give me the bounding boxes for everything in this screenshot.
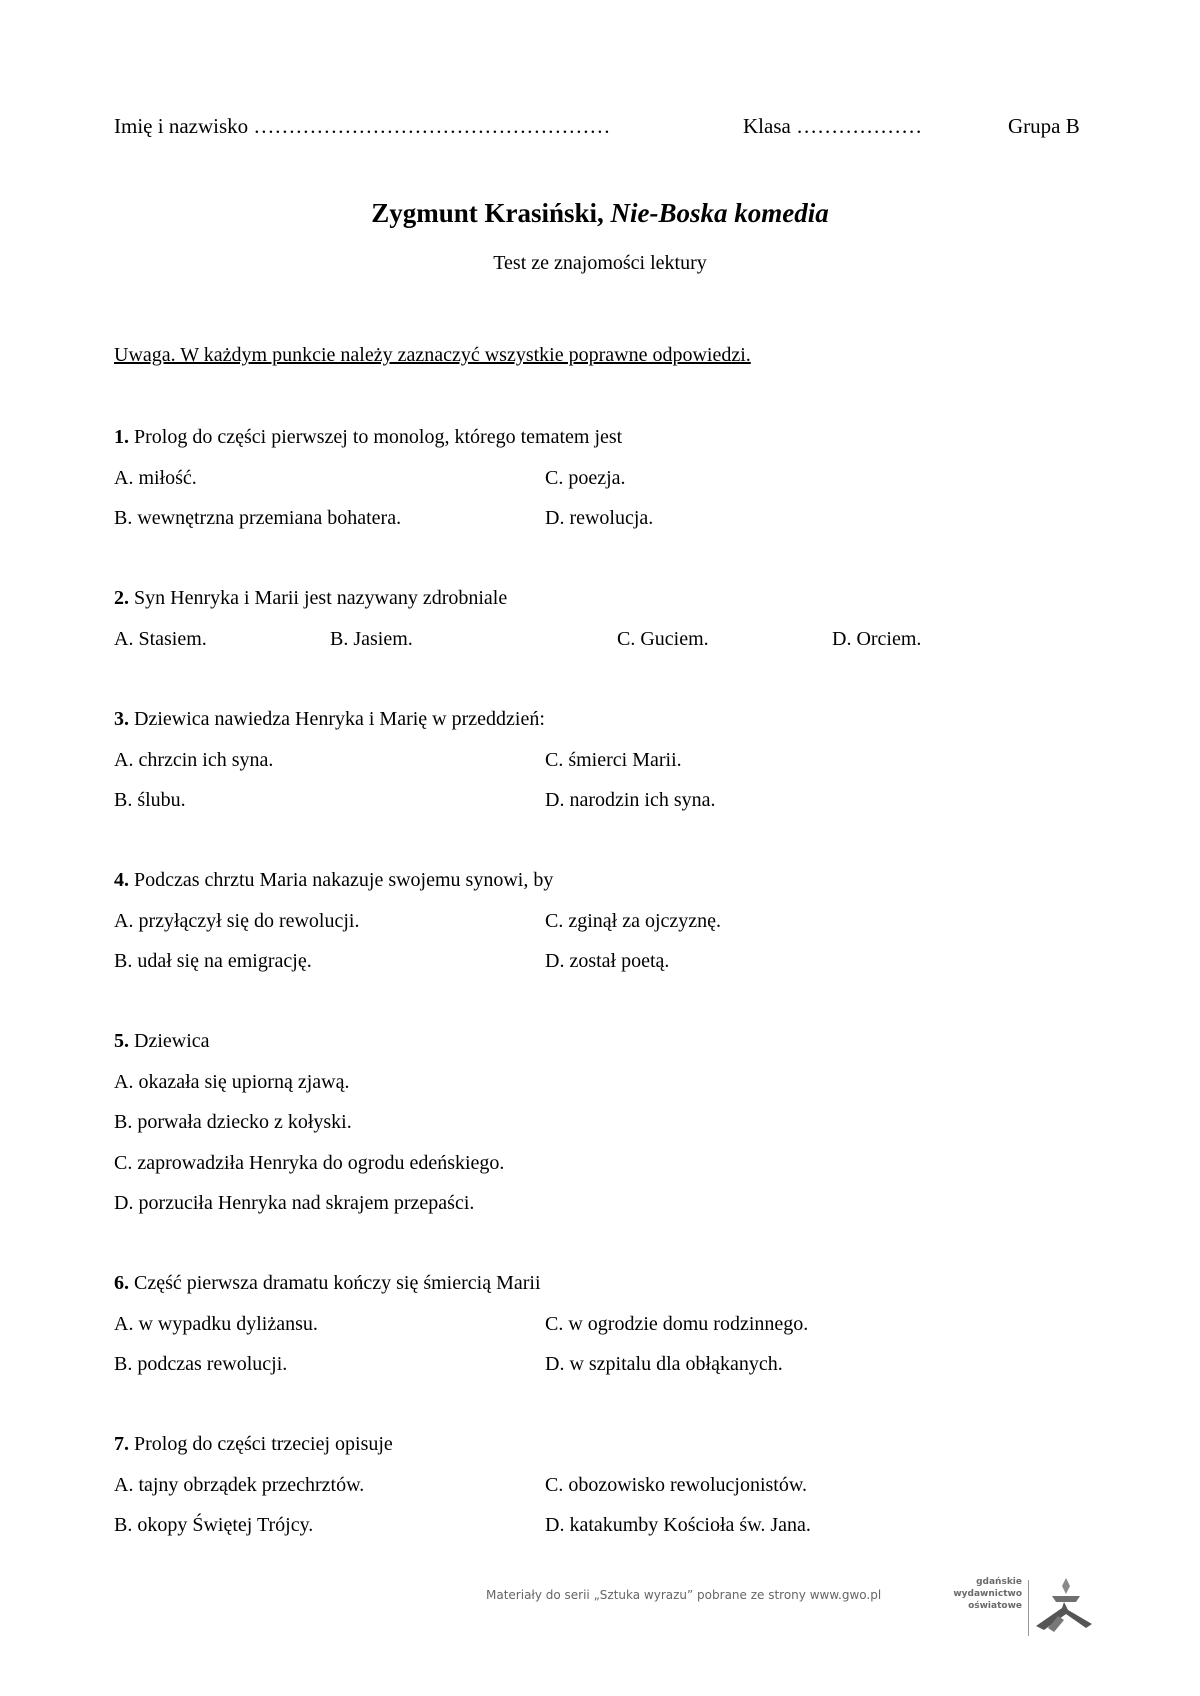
answer-option[interactable]: A. tajny obrządek przechrztów. [114,1474,365,1496]
question-number: 7. [114,1433,129,1455]
answer-option[interactable]: C. poezja. [545,467,626,489]
answer-option[interactable]: C. Guciem. [617,628,709,650]
answer-option[interactable]: C. obozowisko rewolucjonistów. [545,1474,808,1496]
page-title [0,198,1200,229]
answer-option[interactable]: D. katakumby Kościoła św. Jana. [545,1514,811,1536]
answer-option[interactable]: C. w ogrodzie domu rodzinnego. [545,1313,809,1335]
footer-note: Materiały do serii „Sztuka wyrazu” pobrane ze strony www.gwo.pl [486,1588,882,1602]
name-dots: …………………………………………… [253,114,611,138]
answer-option[interactable]: B. porwała dziecko z kołyski. [114,1111,352,1133]
answer-option[interactable]: C. zginął za ojczyznę. [545,910,722,932]
answer-option[interactable]: A. okazała się upiorną zjawą. [114,1071,350,1093]
question-number: 6. [114,1272,129,1294]
question-number: 5. [114,1030,129,1052]
question-3 [114,708,545,731]
publisher-logo [944,1576,1094,1646]
answer-option[interactable]: A. Stasiem. [114,628,207,650]
answer-option[interactable]: D. rewolucja. [545,507,654,529]
question-text: Prolog do części trzeciej opisuje [134,1433,393,1455]
answer-option[interactable]: B. okopy Świętej Trójcy. [114,1514,314,1536]
answer-option[interactable]: C. śmierci Marii. [545,749,682,771]
name-label: Imię i nazwisko [114,114,249,138]
gwo-star-logo-icon [1034,1576,1094,1638]
logo-line: gdańskie [976,1577,1022,1587]
answer-option[interactable]: D. narodzin ich syna. [545,789,716,811]
question-number: 4. [114,869,129,891]
answer-option[interactable]: D. został poetą. [545,950,670,972]
question-4 [114,869,553,892]
answer-option[interactable]: B. Jasiem. [330,628,413,650]
question-text: Dziewica [134,1030,210,1052]
logo-divider [1028,1580,1029,1636]
answer-option[interactable]: B. wewnętrzna przemiana bohatera. [114,507,402,529]
answer-option[interactable]: B. podczas rewolucji. [114,1353,288,1375]
question-text: Podczas chrztu Maria nakazuje swojemu synowi, by [134,869,554,891]
logo-line: oświatowe [968,1601,1022,1611]
title-author: Zygmunt Krasiński, [371,198,604,228]
group-label: Grupa B [1008,114,1080,138]
question-6 [114,1272,541,1295]
answer-option[interactable]: A. w wypadku dyliżansu. [114,1313,318,1335]
page-subtitle: Test ze znajomości lektury [493,252,707,274]
answer-option[interactable]: A. przyłączył się do rewolucji. [114,910,360,932]
question-5 [114,1030,210,1053]
question-number: 3. [114,708,129,730]
class-dots: ……………… [796,114,923,138]
instruction-note: Uwaga. W każdym punkcie należy zaznaczyć wszystkie poprawne odpowiedzi. [114,344,751,366]
question-number: 1. [114,426,129,448]
logo-line: wydawnictwo [953,1589,1022,1599]
answer-option[interactable]: A. chrzcin ich syna. [114,749,274,771]
class-field [743,114,922,139]
answer-option[interactable]: D. porzuciła Henryka nad skrajem przepaści. [114,1192,475,1214]
question-text: Syn Henryka i Marii jest nazywany zdrobniale [134,587,508,609]
question-text: Prolog do części pierwszej to monolog, którego tematem jest [134,426,623,448]
answer-option[interactable]: D. w szpitalu dla obłąkanych. [545,1353,783,1375]
question-text: Dziewica nawiedza Henryka i Marię w przeddzień: [134,708,545,730]
question-2 [114,587,507,610]
title-work: Nie-Boska komedia [610,198,829,228]
question-1 [114,426,622,449]
question-text: Część pierwsza dramatu kończy się śmiercią Marii [134,1272,541,1294]
answer-option[interactable]: B. ślubu. [114,789,186,811]
question-7 [114,1433,393,1456]
answer-option[interactable]: C. zaprowadziła Henryka do ogrodu edeńskiego. [114,1152,505,1174]
answer-option[interactable]: B. udał się na emigrację. [114,950,312,972]
question-number: 2. [114,587,129,609]
name-field [114,114,610,139]
logo-text [944,1576,1022,1612]
class-label: Klasa [743,114,791,138]
answer-option[interactable]: D. Orciem. [832,628,922,650]
answer-option[interactable]: A. miłość. [114,467,197,489]
